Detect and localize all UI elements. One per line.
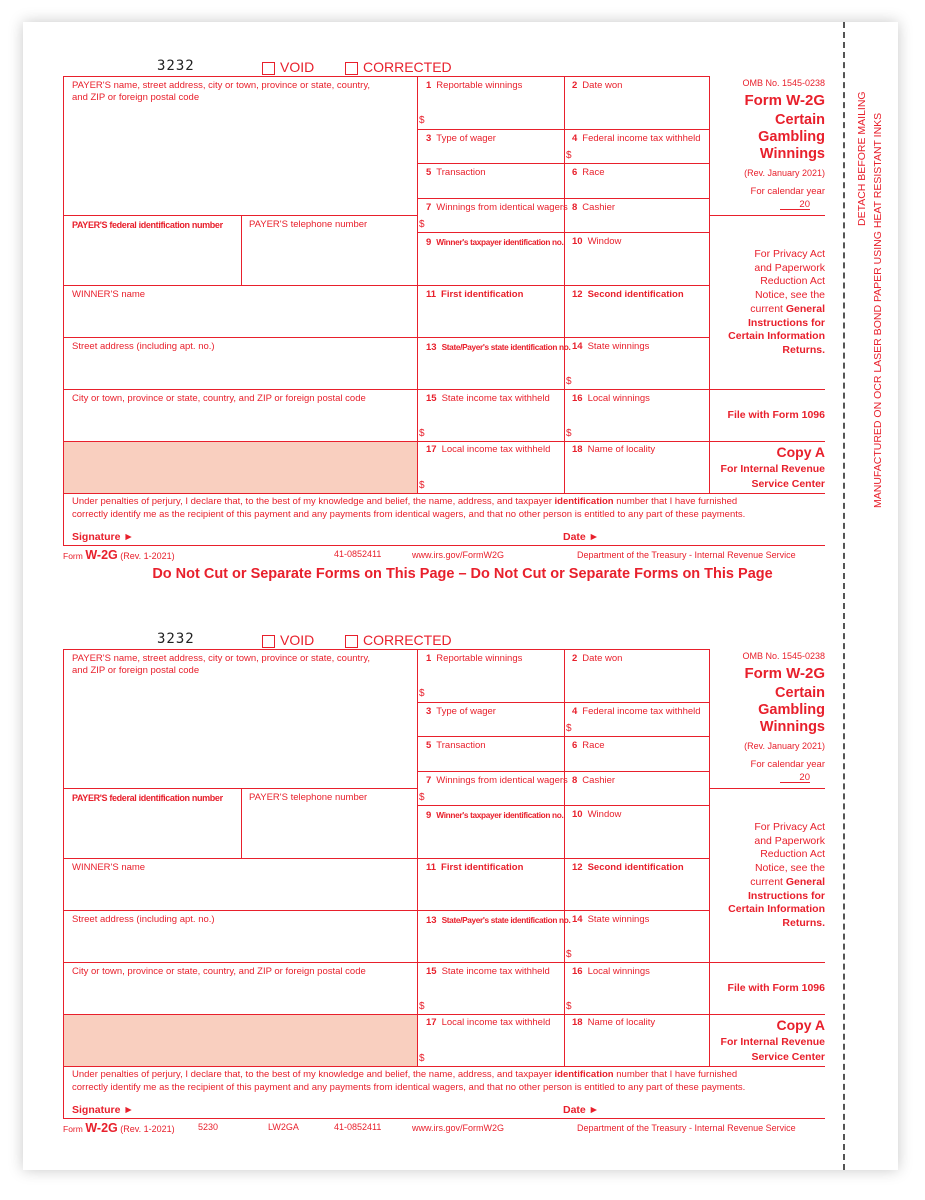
- file-with-form: File with Form 1096: [727, 982, 825, 994]
- dollar-sign: $: [566, 949, 572, 960]
- dollar-sign: $: [566, 428, 572, 439]
- void-label: VOID: [280, 59, 315, 75]
- corrected-label: CORRECTED: [363, 59, 452, 75]
- box-4-field[interactable]: [572, 133, 701, 145]
- form-subtitle: Certain Gambling Winnings: [758, 112, 825, 162]
- rule-horizontal: [63, 1066, 825, 1067]
- file-with-form: File with Form 1096: [727, 409, 825, 421]
- box-label: Cashier: [582, 775, 616, 786]
- footer-department: Department of the Treasury - Internal Revenue Service: [577, 1123, 796, 1133]
- detach-note: DETACH BEFORE MAILING: [856, 91, 868, 226]
- box-13-field[interactable]: [426, 341, 570, 354]
- box-label: Second identification: [587, 862, 684, 873]
- box-3-field[interactable]: [426, 706, 496, 718]
- rule-horizontal: [709, 1014, 825, 1015]
- copy-label: Copy A: [776, 444, 825, 460]
- rule-horizontal: [63, 545, 825, 546]
- box-number: 11: [426, 289, 437, 300]
- box-18-field[interactable]: [572, 1017, 655, 1029]
- rule-vertical: [63, 76, 64, 546]
- void-checkbox[interactable]: [262, 62, 275, 75]
- dollar-sign: $: [419, 1001, 425, 1012]
- box-number: 9: [426, 810, 432, 821]
- payer-fed-id-field[interactable]: PAYER'S federal identification number: [72, 793, 223, 803]
- rule-vertical: [709, 649, 710, 1066]
- rule-horizontal: [417, 285, 709, 286]
- box-label: State/Payer's state identification no.: [441, 342, 571, 352]
- box-number: 13: [426, 915, 437, 926]
- box-8-field[interactable]: [572, 775, 615, 787]
- perjury-statement: Under penalties of perjury, I declare that, to the best of my knowledge and belief, the name, address, and taxpayer identification number that I have furnished correctly identify me as the recipient of this payment and any payments from identical wagers, and that no other person is entitled to any part of these payments.: [72, 1069, 746, 1093]
- rule-horizontal: [63, 441, 417, 442]
- box-number: 14: [572, 341, 583, 352]
- winner-name-field[interactable]: WINNER'S name: [72, 862, 146, 873]
- box-15-field[interactable]: [426, 966, 550, 978]
- payer-phone-field[interactable]: PAYER'S telephone number: [249, 219, 368, 230]
- revision-date: (Rev. January 2021): [744, 168, 825, 178]
- box-label: State/Payer's state identification no.: [441, 915, 571, 925]
- calendar-year-field[interactable]: [780, 782, 810, 783]
- form-code: 3232: [157, 58, 195, 74]
- revision-date: (Rev. January 2021): [744, 741, 825, 751]
- omb-number: OMB No. 1545-0238: [742, 78, 825, 88]
- corrected-label: CORRECTED: [363, 632, 452, 648]
- form-title: Form W-2G: [744, 92, 825, 109]
- box-number: 16: [572, 966, 583, 977]
- box-label: Winnings from identical wagers: [436, 202, 568, 213]
- date-field[interactable]: Date ►: [563, 531, 600, 543]
- rule-horizontal: [417, 805, 709, 806]
- box-label: Name of locality: [587, 1017, 656, 1028]
- box-label: Type of wager: [436, 133, 496, 144]
- dollar-sign: $: [419, 219, 425, 230]
- footer-form-id: Form W-2G (Rev. 1-2021): [63, 548, 175, 562]
- box-11-field[interactable]: [426, 289, 523, 301]
- box-label: Window: [587, 809, 622, 820]
- box-9-field[interactable]: [426, 236, 563, 249]
- calendar-year-field[interactable]: [780, 209, 810, 210]
- box-label: Reportable winnings: [436, 80, 523, 91]
- calendar-year-prefix: 20: [799, 772, 810, 783]
- box-6-field[interactable]: [572, 740, 604, 752]
- box-5-field[interactable]: [426, 740, 486, 752]
- footer-code-2: LW2GA: [268, 1122, 299, 1132]
- rule-horizontal: [63, 1118, 825, 1119]
- omb-number: OMB No. 1545-0238: [742, 651, 825, 661]
- box-number: 4: [572, 706, 578, 717]
- form-title: Form W-2G: [744, 665, 825, 682]
- payer-fed-id-field[interactable]: PAYER'S federal identification number: [72, 220, 223, 230]
- box-number: 6: [572, 740, 578, 751]
- winner-name-field[interactable]: WINNER'S name: [72, 289, 146, 300]
- rule-vertical: [241, 215, 242, 285]
- box-10-field[interactable]: [572, 809, 621, 821]
- box-label: Name of locality: [587, 444, 656, 455]
- w2g-form-top: [0, 0, 925, 560]
- box-number: 3: [426, 133, 432, 144]
- rule-horizontal: [417, 441, 709, 442]
- rule-horizontal: [709, 215, 825, 216]
- rule-horizontal: [63, 215, 417, 216]
- w2g-form-bottom: [0, 573, 925, 1133]
- box-number: 12: [572, 862, 583, 873]
- box-number: 5: [426, 167, 432, 178]
- copy-destination: For Internal Revenue Service Center: [720, 1036, 825, 1063]
- rule-horizontal: [417, 129, 709, 130]
- rule-horizontal: [709, 441, 825, 442]
- box-label: Transaction: [436, 740, 486, 751]
- box-8-field[interactable]: [572, 202, 615, 214]
- box-number: 3: [426, 706, 432, 717]
- box-14-field[interactable]: [572, 341, 649, 353]
- box-number: 15: [426, 393, 437, 404]
- street-address-field[interactable]: Street address (including apt. no.): [72, 914, 215, 925]
- box-label: Date won: [582, 653, 623, 664]
- payer-phone-field[interactable]: PAYER'S telephone number: [249, 792, 368, 803]
- rule-horizontal: [63, 76, 709, 77]
- box-label: First identification: [441, 862, 524, 873]
- box-14-field[interactable]: [572, 914, 649, 926]
- copy-label: Copy A: [776, 1017, 825, 1033]
- footer-form-id: Form W-2G (Rev. 1-2021): [63, 1121, 175, 1135]
- rule-horizontal: [63, 858, 417, 859]
- rule-horizontal: [63, 649, 709, 650]
- box-label: Cashier: [582, 202, 616, 213]
- dollar-sign: $: [419, 115, 425, 126]
- footer-catalog-number: 41-0852411: [334, 549, 382, 559]
- footer-department: Department of the Treasury - Internal Revenue Service: [577, 550, 796, 560]
- box-label: Date won: [582, 80, 623, 91]
- signature-field[interactable]: Signature ►: [72, 531, 134, 543]
- box-label: Local income tax withheld: [441, 1017, 551, 1028]
- copy-destination: For Internal Revenue Service Center: [720, 463, 825, 490]
- corrected-checkbox[interactable]: [345, 635, 358, 648]
- box-number: 10: [572, 809, 583, 820]
- box-number: 1: [426, 80, 432, 91]
- dollar-sign: $: [419, 428, 425, 439]
- box-number: 10: [572, 236, 583, 247]
- shaded-blank-area: [64, 441, 417, 493]
- box-7-field[interactable]: [426, 775, 568, 787]
- corrected-checkbox[interactable]: [345, 62, 358, 75]
- box-4-field[interactable]: [572, 706, 701, 718]
- rule-horizontal: [63, 962, 417, 963]
- box-number: 9: [426, 237, 432, 248]
- privacy-act-notice: For Privacy Act and Paperwork Reduction Act Notice, see the current General Instructions for Certain Information Returns.: [728, 821, 825, 929]
- rule-horizontal: [417, 702, 709, 703]
- rule-horizontal: [709, 389, 825, 390]
- box-label: State winnings: [587, 341, 650, 352]
- box-number: 18: [572, 1017, 583, 1028]
- rule-horizontal: [417, 858, 709, 859]
- calendar-year-prefix: 20: [799, 199, 810, 210]
- rule-horizontal: [417, 1014, 709, 1015]
- box-2-field[interactable]: [572, 653, 622, 665]
- void-label: VOID: [280, 632, 315, 648]
- box-number: 14: [572, 914, 583, 925]
- box-number: 1: [426, 653, 432, 664]
- box-17-field[interactable]: [426, 1017, 550, 1029]
- footer-catalog-number: 41-0852411: [334, 1122, 382, 1132]
- rule-horizontal: [63, 389, 417, 390]
- box-label: Race: [582, 167, 605, 178]
- box-number: 11: [426, 862, 437, 873]
- rule-horizontal: [63, 910, 417, 911]
- rule-horizontal: [63, 285, 417, 286]
- box-13-field[interactable]: [426, 914, 570, 927]
- payer-name-field[interactable]: PAYER'S name, street address, city or town, province or state, country, and ZIP or foreign postal code: [72, 80, 371, 103]
- rule-horizontal: [417, 337, 709, 338]
- box-label: Federal income tax withheld: [582, 706, 701, 717]
- box-label: State winnings: [587, 914, 650, 925]
- box-label: Winner's taxpayer identification no.: [436, 237, 564, 247]
- rule-vertical: [63, 649, 64, 1119]
- box-15-field[interactable]: [426, 393, 550, 405]
- rule-horizontal: [417, 962, 709, 963]
- rule-horizontal: [709, 788, 825, 789]
- box-number: 17: [426, 1017, 437, 1028]
- box-17-field[interactable]: [426, 444, 550, 456]
- box-label: Reportable winnings: [436, 653, 523, 664]
- footer-code-1: 5230: [198, 1122, 219, 1132]
- rule-horizontal: [63, 1014, 417, 1015]
- box-label: Transaction: [436, 167, 486, 178]
- box-number: 4: [572, 133, 578, 144]
- calendar-year-label: For calendar year: [750, 186, 825, 197]
- box-10-field[interactable]: [572, 236, 621, 248]
- box-number: 7: [426, 775, 432, 786]
- rule-horizontal: [417, 198, 709, 199]
- box-label: Type of wager: [436, 706, 496, 717]
- box-label: State income tax withheld: [441, 966, 550, 977]
- dollar-sign: $: [419, 688, 425, 699]
- rule-horizontal: [63, 788, 417, 789]
- dollar-sign: $: [419, 792, 425, 803]
- footer-url[interactable]: www.irs.gov/FormW2G: [412, 550, 505, 560]
- box-12-field[interactable]: [572, 862, 684, 874]
- form-subtitle: Certain Gambling Winnings: [758, 685, 825, 735]
- rule-horizontal: [417, 389, 709, 390]
- dollar-sign: $: [566, 376, 572, 387]
- box-label: Local winnings: [587, 393, 650, 404]
- dollar-sign: $: [566, 150, 572, 161]
- rule-horizontal: [417, 771, 709, 772]
- dollar-sign: $: [566, 723, 572, 734]
- box-label: Winner's taxpayer identification no.: [436, 810, 564, 820]
- dollar-sign: $: [419, 480, 425, 491]
- calendar-year-label: For calendar year: [750, 759, 825, 770]
- do-not-cut-banner: Do Not Cut or Separate Forms on This Page – Do Not Cut or Separate Forms on This Page: [152, 566, 773, 582]
- box-11-field[interactable]: [426, 862, 523, 874]
- box-number: 5: [426, 740, 432, 751]
- rule-horizontal: [63, 493, 825, 494]
- box-number: 15: [426, 966, 437, 977]
- box-5-field[interactable]: [426, 167, 486, 179]
- box-label: First identification: [441, 289, 524, 300]
- shaded-blank-area: [64, 1014, 417, 1066]
- rule-horizontal: [709, 962, 825, 963]
- box-number: 17: [426, 444, 437, 455]
- box-1-field[interactable]: [426, 653, 522, 665]
- box-16-field[interactable]: [572, 393, 650, 405]
- perjury-statement: Under penalties of perjury, I declare that, to the best of my knowledge and belief, the name, address, and taxpayer identification number that I have furnished correctly identify me as the recipient of this payment and any payments from identical wagers, and that no other person is entitled to any part of these payments.: [72, 496, 746, 520]
- rule-horizontal: [417, 736, 709, 737]
- box-number: 2: [572, 80, 578, 91]
- box-label: Second identification: [587, 289, 684, 300]
- rule-vertical: [709, 76, 710, 493]
- rule-horizontal: [63, 337, 417, 338]
- box-3-field[interactable]: [426, 133, 496, 145]
- box-number: 6: [572, 167, 578, 178]
- box-label: Local income tax withheld: [441, 444, 551, 455]
- box-18-field[interactable]: [572, 444, 655, 456]
- box-number: 8: [572, 202, 578, 213]
- box-number: 18: [572, 444, 583, 455]
- payer-name-field[interactable]: PAYER'S name, street address, city or town, province or state, country, and ZIP or foreign postal code: [72, 653, 371, 676]
- date-field[interactable]: Date ►: [563, 1104, 600, 1116]
- city-field[interactable]: City or town, province or state, country, and ZIP or foreign postal code: [72, 393, 366, 404]
- box-6-field[interactable]: [572, 167, 604, 179]
- box-1-field[interactable]: [426, 80, 522, 92]
- rule-horizontal: [417, 910, 709, 911]
- box-16-field[interactable]: [572, 966, 650, 978]
- rule-horizontal: [417, 163, 709, 164]
- box-number: 8: [572, 775, 578, 786]
- box-number: 16: [572, 393, 583, 404]
- footer-url[interactable]: www.irs.gov/FormW2G: [412, 1123, 505, 1133]
- box-number: 13: [426, 342, 437, 353]
- box-label: Winnings from identical wagers: [436, 775, 568, 786]
- void-checkbox[interactable]: [262, 635, 275, 648]
- box-label: Federal income tax withheld: [582, 133, 701, 144]
- box-label: State income tax withheld: [441, 393, 550, 404]
- box-2-field[interactable]: [572, 80, 622, 92]
- manufacturing-note: MANUFACTURED ON OCR LASER BOND PAPER USING HEAT RESISTANT INKS: [872, 112, 884, 508]
- box-number: 2: [572, 653, 578, 664]
- box-12-field[interactable]: [572, 289, 684, 301]
- box-label: Local winnings: [587, 966, 650, 977]
- city-field[interactable]: City or town, province or state, country, and ZIP or foreign postal code: [72, 966, 366, 977]
- form-code: 3232: [157, 631, 195, 647]
- dollar-sign: $: [419, 1053, 425, 1064]
- dollar-sign: $: [566, 1001, 572, 1012]
- box-number: 7: [426, 202, 432, 213]
- rule-horizontal: [417, 232, 709, 233]
- signature-field[interactable]: Signature ►: [72, 1104, 134, 1116]
- box-label: Window: [587, 236, 622, 247]
- box-label: Race: [582, 740, 605, 751]
- box-number: 12: [572, 289, 583, 300]
- privacy-act-notice: For Privacy Act and Paperwork Reduction Act Notice, see the current General Instructions for Certain Information Returns.: [728, 248, 825, 356]
- street-address-field[interactable]: Street address (including apt. no.): [72, 341, 215, 352]
- rule-vertical: [241, 788, 242, 858]
- box-9-field[interactable]: [426, 809, 563, 822]
- box-7-field[interactable]: [426, 202, 568, 214]
